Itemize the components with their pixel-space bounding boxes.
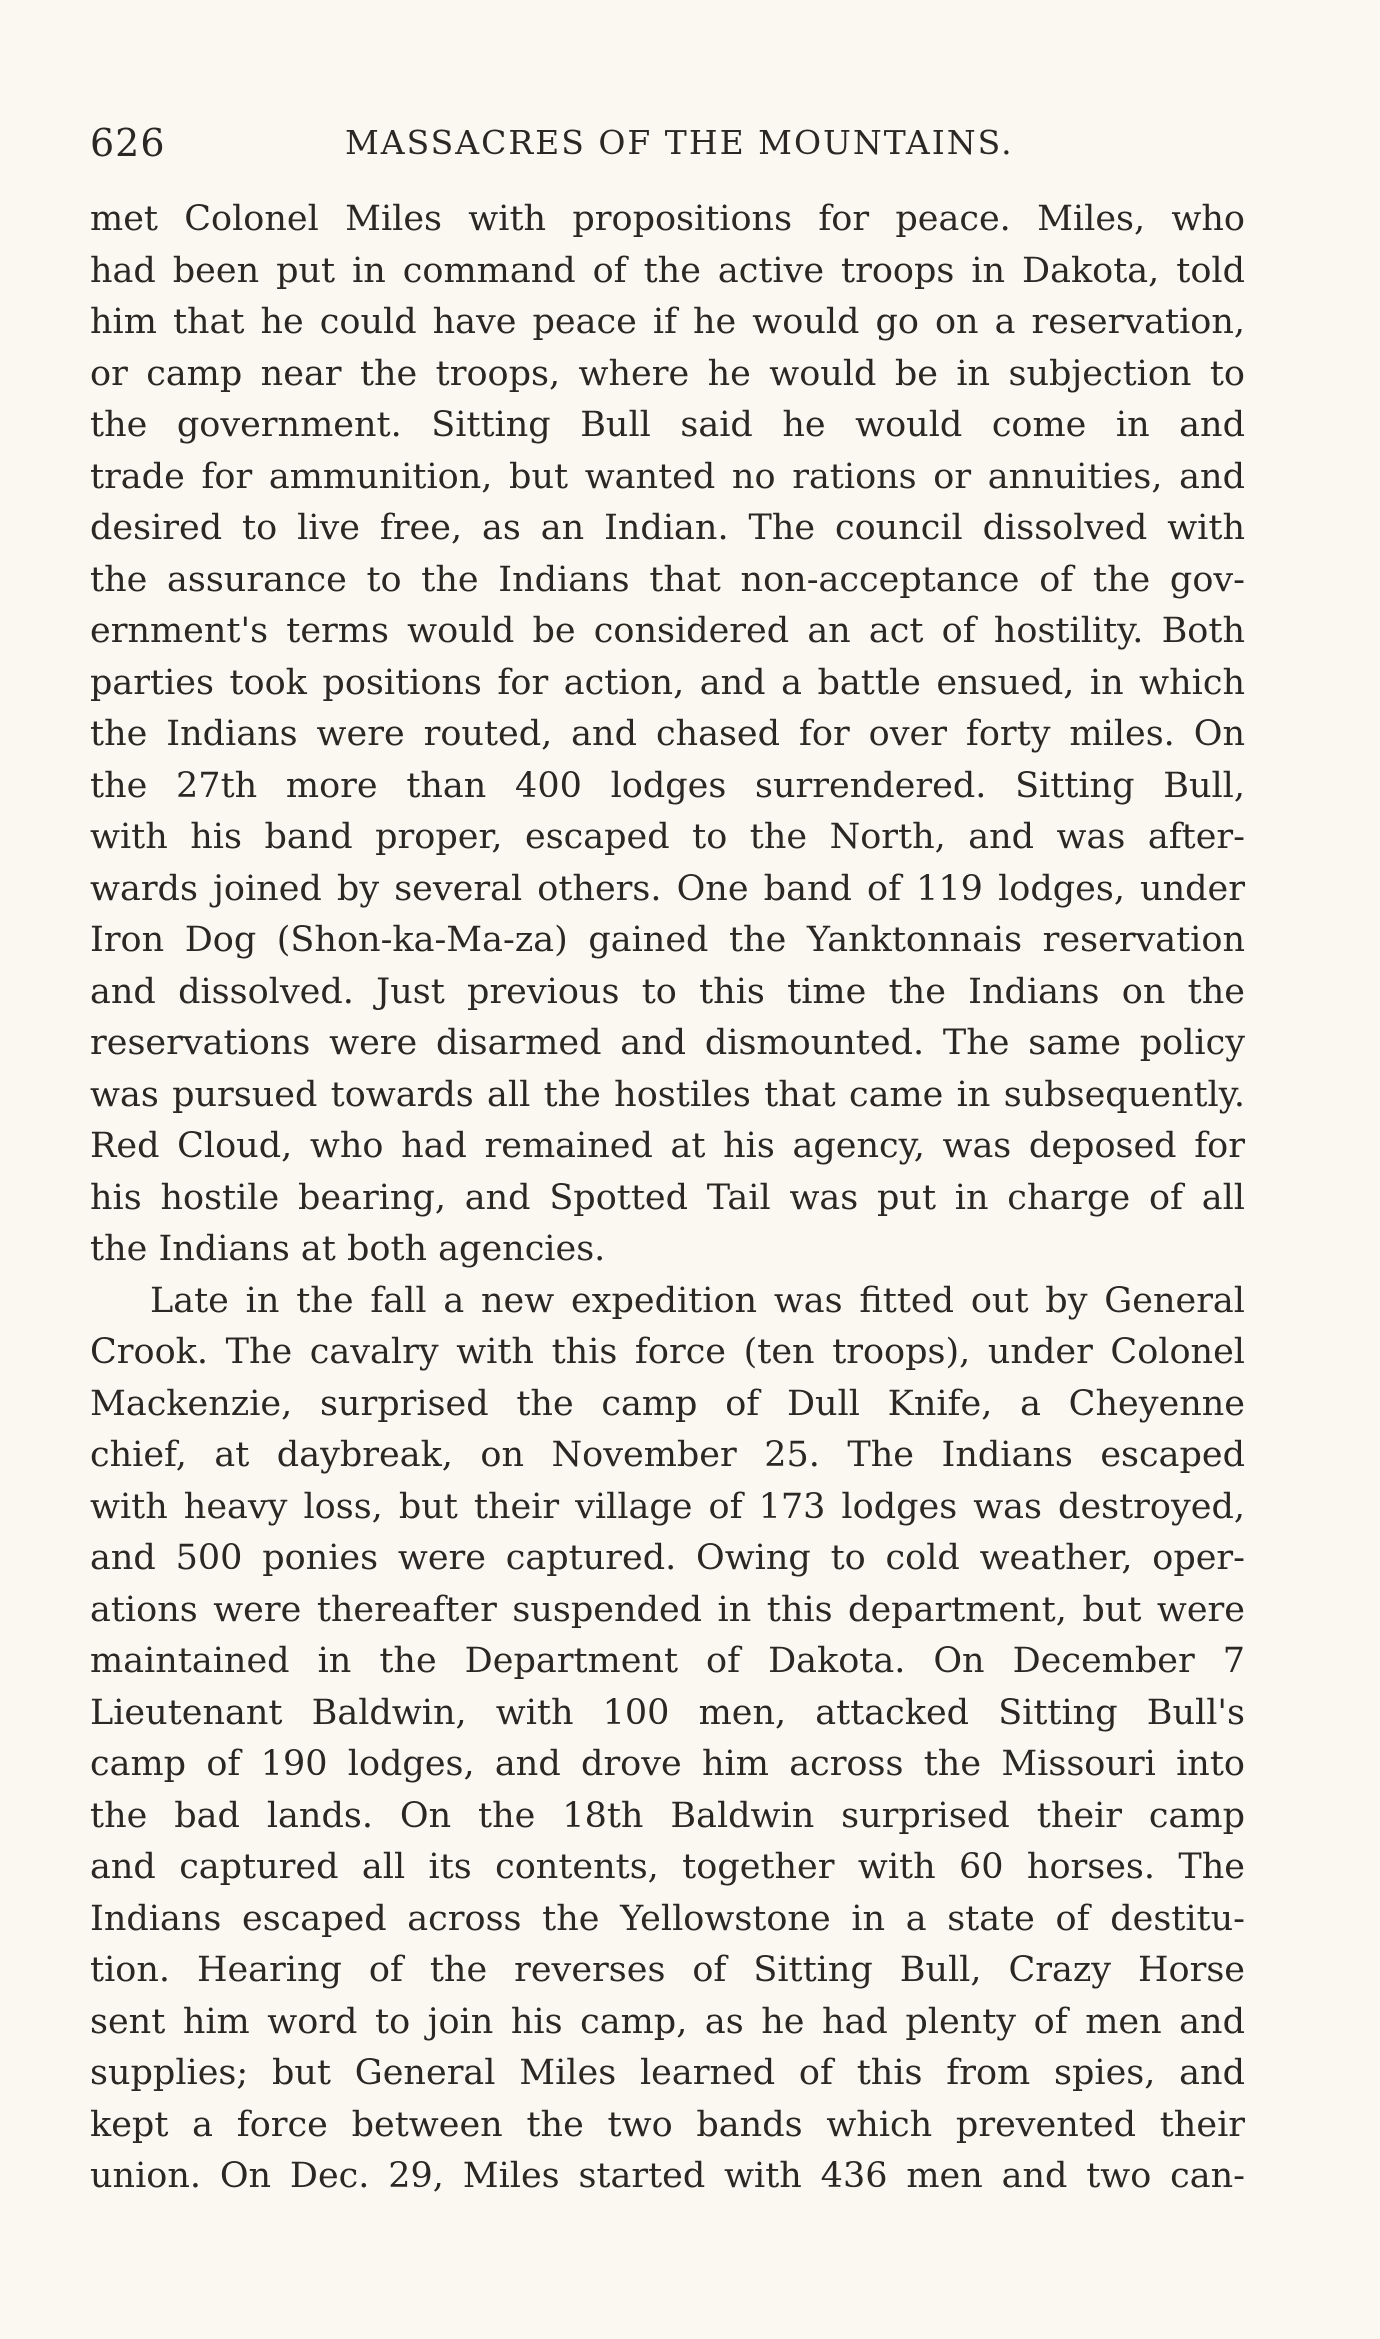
text-line: trade for ammunition, but wanted no rations or annuities, and xyxy=(90,456,1245,497)
text-line: parties took positions for action, and a battle ensued, in which xyxy=(90,662,1245,703)
text-line: maintained in the Department of Dakota. On December 7 xyxy=(90,1641,1245,1681)
text-line: desired to live free, as an Indian. The council dissolved with xyxy=(90,508,1245,548)
text-line: kept a force between the two bands which prevented their xyxy=(90,2104,1245,2145)
text-line: chief, at daybreak, on November 25. The Indians escaped xyxy=(90,1435,1245,1475)
page-number: 626 xyxy=(90,121,166,165)
text-line: and dissolved. Just previous to this time the Indians on the xyxy=(90,971,1245,1012)
text-line: Indians escaped across the Yellowstone in a state of destitu- xyxy=(90,1898,1245,1939)
text-line: the bad lands. On the 18th Baldwin surprised their camp xyxy=(90,1795,1245,1836)
text-line: reservations were disarmed and dismounted. The same policy xyxy=(90,1023,1245,1063)
text-line: Mackenzie, surprised the camp of Dull Knife, a Cheyenne xyxy=(90,1383,1245,1424)
text-line: the assurance to the Indians that non-acceptance of the gov- xyxy=(90,559,1245,600)
text-line: the 27th more than 400 lodges surrendered. Sitting Bull, xyxy=(90,765,1245,806)
text-line: Iron Dog (Shon-ka-Ma-za) gained the Yanktonnais reservation xyxy=(90,920,1245,960)
text-line: supplies; but General Miles learned of this from spies, and xyxy=(90,2053,1245,2093)
text-line: the government. Sitting Bull said he would come in and xyxy=(90,405,1245,445)
text-line: with heavy loss, but their village of 173 lodges was destroyed, xyxy=(90,1486,1245,1527)
text-line: the Indians at both agencies. xyxy=(90,1229,606,1269)
text-line: had been put in command of the active troops in Dakota, told xyxy=(90,250,1245,291)
text-line: tion. Hearing of the reverses of Sitting Bull, Crazy Horse xyxy=(90,1950,1245,1990)
text-line: Lieutenant Baldwin, with 100 men, attacked Sitting Bull's xyxy=(90,1692,1245,1733)
running-head: MASSACRES OF THE MOUNTAINS. xyxy=(345,123,1014,162)
page-header xyxy=(90,118,1260,168)
text-line: sent him word to join his camp, as he had plenty of men and xyxy=(90,2001,1245,2042)
text-line: him that he could have peace if he would go on a reservation, xyxy=(90,302,1245,342)
text-line: ations were thereafter suspended in this department, but were xyxy=(90,1589,1245,1630)
text-line: the Indians were routed, and chased for over forty miles. On xyxy=(90,714,1245,754)
text-line: with his band proper, escaped to the North, and was after- xyxy=(90,817,1245,857)
text-line: and 500 ponies were captured. Owing to cold weather, oper- xyxy=(90,1538,1245,1578)
text-line: union. On Dec. 29, Miles started with 436 men and two can- xyxy=(90,2156,1245,2196)
text-line: Crook. The cavalry with this force (ten troops), under Colonel xyxy=(90,1332,1245,1372)
text-line: his hostile bearing, and Spotted Tail was put in charge of all xyxy=(90,1177,1245,1218)
text-line: Red Cloud, who had remained at his agency, was deposed for xyxy=(90,1126,1245,1166)
text-line: wards joined by several others. One band of 119 lodges, under xyxy=(90,868,1245,909)
text-line: and captured all its contents, together with 60 horses. The xyxy=(90,1847,1245,1887)
text-line: met Colonel Miles with propositions for peace. Miles, who xyxy=(90,199,1245,239)
text-line: or camp near the troops, where he would be in subjection to xyxy=(90,353,1245,394)
text-line: was pursued towards all the hostiles that came in subsequently. xyxy=(90,1074,1245,1115)
body-text xyxy=(90,194,1245,2203)
text-line: camp of 190 lodges, and drove him across the Missouri into xyxy=(90,1744,1245,1784)
text-line: ernment's terms would be considered an act of hostility. Both xyxy=(90,611,1245,651)
text-line: Late in the fall a new expedition was fitted out by General xyxy=(150,1280,1245,1321)
